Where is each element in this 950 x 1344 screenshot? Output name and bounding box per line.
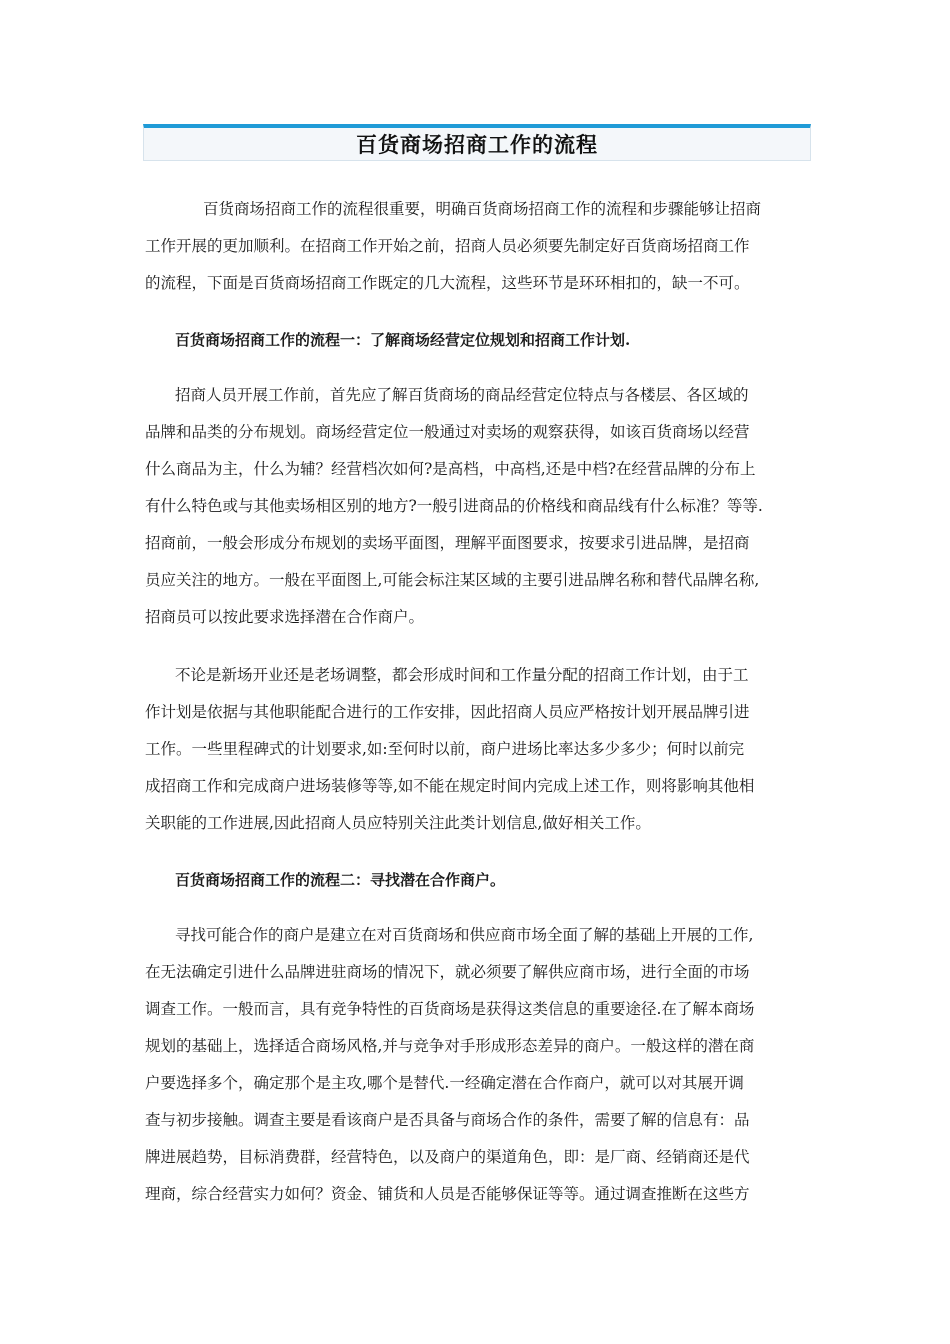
paragraph-line: 查与初步接触。调查主要是看该商户是否具备与商场合作的条件，需要了解的信息有：品: [145, 1111, 750, 1129]
section2-heading-block: [145, 862, 813, 899]
paragraph-line: 牌进展趋势，目标消费群，经营特色，以及商户的渠道角色，即：是厂商、经销商还是代: [145, 1148, 750, 1166]
paragraph-line: 不论是新场开业还是老场调整，都会形成时间和工作量分配的招商工作计划，由于工: [175, 666, 749, 684]
paragraph-line: 有什么特色或与其他卖场相区别的地方?一般引进商品的价格线和商品线有什么标准？等等.: [145, 497, 763, 515]
section1-paragraph-1: [145, 377, 813, 636]
section-heading: 百货商场招商工作的流程二：寻找潜在合作商户。: [175, 871, 506, 889]
paragraph-line: 工作。一些里程碑式的计划要求,如:至何时以前，商户进场比率达多少多少；何时以前完: [145, 740, 745, 758]
section1-paragraph-2: [145, 657, 813, 842]
paragraph-line: 调查工作。一般而言，具有竞争特性的百货商场是获得这类信息的重要途径.在了解本商场: [145, 1000, 755, 1018]
intro-paragraph: [145, 191, 813, 302]
paragraph-line: 理商，综合经营实力如何？资金、铺货和人员是否能够保证等等。通过调查推断在这些方: [145, 1185, 750, 1203]
paragraph-line: 什么商品为主，什么为辅？经营档次如何?是高档，中高档,还是中档?在经营品牌的分布上: [145, 460, 756, 478]
paragraph-line: 工作开展的更加顺利。在招商工作开始之前，招商人员必须要先制定好百货商场招商工作: [145, 237, 750, 255]
paragraph-line: 成招商工作和完成商户进场装修等等,如不能在规定时间内完成上述工作，则将影响其他相: [145, 777, 755, 795]
paragraph-line: 招商人员开展工作前，首先应了解百货商场的商品经营定位特点与各楼层、各区域的: [175, 386, 749, 404]
paragraph-line: 寻找可能合作的商户是建立在对百货商场和供应商市场全面了解的基础上开展的工作,: [175, 926, 754, 944]
paragraph-line: 在无法确定引进什么品牌进驻商场的情况下，就必须要了解供应商市场，进行全面的市场: [145, 963, 750, 981]
paragraph-line: 规划的基础上，选择适合商场风格,并与竞争对手形成形态差异的商户。一般这样的潜在商: [145, 1037, 755, 1055]
paragraph-line: 招商员可以按此要求选择潜在合作商户。: [145, 608, 425, 626]
document-title: 百货商场招商工作的流程: [356, 132, 598, 157]
paragraph-line: 员应关注的地方。一般在平面图上,可能会标注某区域的主要引进品牌名称和替代品牌名称,: [145, 571, 760, 589]
paragraph-line: 招商前，一般会形成分布规划的卖场平面图，理解平面图要求，按要求引进品牌，是招商: [145, 534, 750, 552]
paragraph-line: 关职能的工作进展,因此招商人员应特别关注此类计划信息,做好相关工作。: [145, 814, 651, 832]
paragraph-line: 户要选择多个，确定那个是主攻,哪个是替代.一经确定潜在合作商户，就可以对其展开调: [145, 1074, 744, 1092]
title-banner: [143, 124, 811, 161]
paragraph-line: 百货商场招商工作的流程很重要，明确百货商场招商工作的流程和步骤能够让招商: [203, 200, 762, 218]
paragraph-line: 作计划是依据与其他职能配合进行的工作安排，因此招商人员应严格按计划开展品牌引进: [145, 703, 750, 721]
section1-heading-block: [145, 322, 813, 359]
section2-paragraph-1: [145, 917, 813, 1213]
section-heading: 百货商场招商工作的流程一：了解商场经营定位规划和招商工作计划.: [175, 331, 631, 349]
paragraph-line: 的流程，下面是百货商场招商工作既定的几大流程，这些环节是环环相扣的，缺一不可。: [145, 274, 750, 292]
paragraph-line: 品牌和品类的分布规划。商场经营定位一般通过对卖场的观察获得，如该百货商场以经营: [145, 423, 750, 441]
